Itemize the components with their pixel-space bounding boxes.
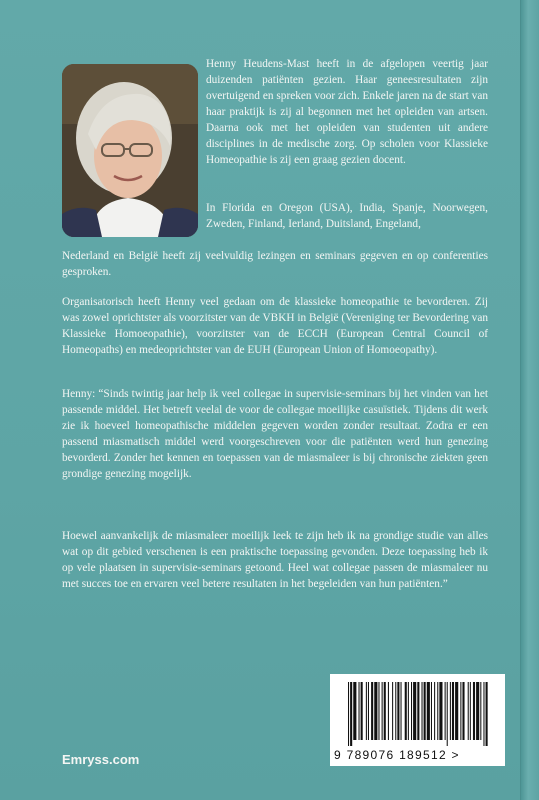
bio-countries-paragraph: In Florida en Oregon (USA), India, Spanje, Noorwegen, Zweden, Finland, Ierland, Duitsland, Engeland, — [206, 202, 488, 230]
quote-paragraph-1: Henny: “Sinds twintig jaar help ik veel collegae in supervisie-seminars bij het vinden van het passende middel. Het betreft veelal de voor de collegae moeilijke casuïstiek. Tijdens dit werk zie ik hoeveel homeopathische middelen gegeven worden zonder resultaat. Zodra er een passend miasmatisch middel werd voorgeschreven voor die patiënten werd hun genezing bevorderd. Zonder het kennen en toepassen van de miasmaleer is bij chronische ziekten geen grondige genezing mogelijk. — [62, 388, 488, 480]
isbn-barcode — [330, 674, 505, 766]
barcode-bars — [346, 682, 489, 746]
bio-intro-paragraph: Henny Heudens-Mast heeft in de afgelopen veertig jaar duizenden patiënten gezien. Haar geneesresultaten zijn overtuigend en spreken voor zich. Enkele jaren na de start van haar praktijk is zij al begonnen met het opleiden van artsen. Daarna ook met het opleiden van studenten uit andere disciplines in de medische zorg. Op scholen voor Klassieke Homeopathie is zij een graag gezien docent. — [206, 58, 488, 166]
author-photo — [62, 64, 198, 237]
book-spine — [520, 0, 539, 800]
organisation-paragraph: Organisatorisch heeft Henny veel gedaan om de klassieke homeopathie te bevorderen. Zij was zowel oprichtster als voorzitster van de VBKH in België (Vereniging ter Bevordering van Klassieke Homoeopathie), voorzitster van de ECCH (European Central Council of Homeopaths) en medeoprichtster van de EUH (European Union of Homoeopathy). — [62, 296, 488, 356]
author-portrait-illustration — [62, 64, 198, 237]
quote-paragraph-2: Hoewel aanvankelijk de miasmaleer moeilijk leek te zijn heb ik na grondige studie van alles wat op dit gebied verschenen is een praktische toepassing gevonden. Deze toepassing heb ik op vele plaatsen in supervisie-seminars getoond. Heel wat collegae passen de miasmaleer nu met succes toe en ervaren veel betere resultaten in het begeleiden van hun patiënten.” — [62, 530, 488, 590]
isbn-number: 9 789076 189512 > — [334, 748, 460, 762]
bio-countries-continued: Nederland en België heeft zij veelvuldig lezingen en seminars gegeven en op conferenties gesproken. — [62, 250, 488, 278]
publisher-url: Emryss.com — [62, 752, 140, 767]
